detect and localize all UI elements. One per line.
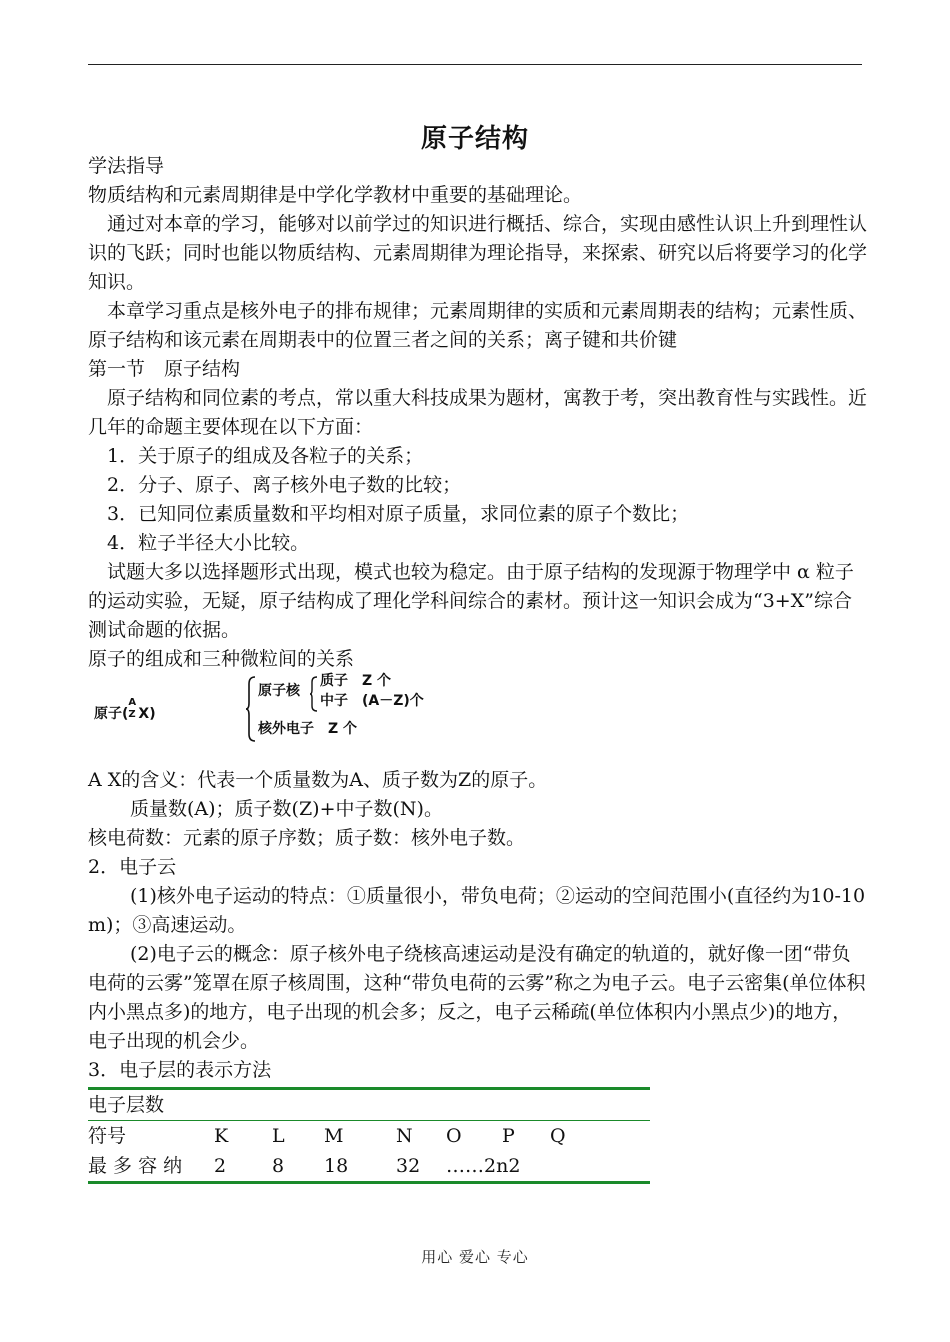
diagram-root: 原子( A Z X) — [94, 700, 156, 723]
page-footer: 用心 爱心 专心 — [421, 1248, 529, 1266]
paragraph-question-types: 试题大多以选择题形式出现，模式也较为稳定。由于原子结构的发现源于物理学中 α 粒子的运动实验，无疑，原子结构成了理化学科间综合的素材。预计这一知识会成为“3+X”综合测试命题的依据。 — [88, 561, 854, 641]
paragraph-purpose: 通过对本章的学习，能够对以前学过的知识进行概括、综合，实现由感性认识上升到理性认识的飞跃；同时也能以物质结构、元素周期律为理论指导，来探索、研究以后将要学习的化学知识。 — [88, 213, 868, 293]
table-cell: N — [396, 1125, 413, 1147]
paragraph-key-points: 本章学习重点是核外电子的排布规律；元素周期律的实质和元素周期表的结构；元素性质、原子结构和该元素在周期表中的位置三者之间的关系；离子键和共价键 — [88, 300, 868, 351]
paragraph-composition-heading: 原子的组成和三种微粒间的关系 — [88, 648, 355, 670]
paragraph-exam-points: 原子结构和同位素的考点，常以重大科技成果为题材，寓教于考，突出教育性与实践性。近几年的命题主要体现在以下方面： — [88, 387, 868, 438]
table-cell: 符号 — [88, 1125, 127, 1147]
paragraph-electron-motion: (1)核外电子运动的特点：①质量很小，带负电荷；②运动的空间范围小(直径约为10-10 m)；③高速运动。 — [88, 885, 866, 936]
table-row — [88, 1089, 650, 1121]
small-brace-icon — [310, 676, 318, 712]
table-cell: M — [324, 1125, 344, 1147]
list-item: 1．关于原子的组成及各粒子的关系； — [107, 445, 424, 467]
electron-label: 核外电子 Z 个 — [258, 721, 358, 737]
list-item: 4．粒子半径大小比较。 — [107, 532, 310, 554]
table-row — [88, 1121, 650, 1152]
table-cell: Q — [550, 1125, 566, 1147]
neutron-label: 中子 (A－Z)个 — [320, 693, 424, 709]
table-cell: O — [446, 1125, 462, 1147]
atomic-number-sub: Z — [128, 709, 136, 720]
table-cell: ……2n2 — [446, 1151, 650, 1183]
mass-number-sup: A — [128, 697, 137, 708]
table-header-cell: 电子层数 — [88, 1089, 650, 1121]
proton-label: 质子 Z 个 — [320, 673, 392, 689]
list-item: 3．已知同位素质量数和平均相对原子质量，求同位素的原子个数比； — [107, 503, 690, 525]
table-cell: 18 — [324, 1151, 396, 1183]
document-body — [88, 152, 868, 1184]
table-cell: K — [214, 1125, 229, 1147]
section-heading-electron-cloud: 2．电子云 — [88, 856, 177, 878]
table-cell: 最 多 容 纳 — [88, 1151, 214, 1183]
table-row — [88, 1151, 650, 1183]
atom-composition-diagram — [88, 673, 868, 758]
section-heading-atomic-structure: 第一节 原子结构 — [88, 358, 241, 380]
page-title: 原子结构 — [420, 124, 529, 154]
section-heading-study-guide: 学法指导 — [88, 155, 165, 177]
paragraph-mass-number: 质量数(A)；质子数(Z)+中子数(N)。 — [130, 798, 443, 820]
nucleus-label: 原子核 — [258, 683, 300, 699]
paragraph-intro: 物质结构和元素周期律是中学化学教材中重要的基础理论。 — [88, 184, 583, 206]
table-cell: 8 — [272, 1151, 324, 1183]
section-heading-electron-shell: 3．电子层的表示方法 — [88, 1059, 272, 1081]
table-cell: P — [502, 1125, 515, 1147]
paragraph-ax-meaning: A X的含义：代表一个质量数为A、质子数为Z的原子。 — [88, 769, 548, 791]
table-cell: L — [272, 1125, 285, 1147]
electron-shell-table — [88, 1087, 650, 1184]
paragraph-nuclear-charge: 核电荷数：元素的原子序数；质子数：核外电子数。 — [88, 827, 526, 849]
table-cell: 2 — [214, 1151, 272, 1183]
big-brace-icon — [246, 676, 256, 742]
table-cell: 32 — [396, 1151, 446, 1183]
header-rule — [88, 64, 862, 65]
list-item: 2．分子、原子、离子核外电子数的比较； — [107, 474, 462, 496]
paragraph-electron-cloud-concept: (2)电子云的概念：原子核外电子绕核高速运动是没有确定的轨道的，就好像一团“带负电荷的云雾”笼罩在原子核周围，这种“带负电荷的云雾”称之为电子云。电子云密集(单位体积内小黑点多)的地方，电子出现的机会多；反之，电子云稀疏(单位体积内小黑点少)的地方，电子出现的机会少。 — [88, 943, 866, 1052]
